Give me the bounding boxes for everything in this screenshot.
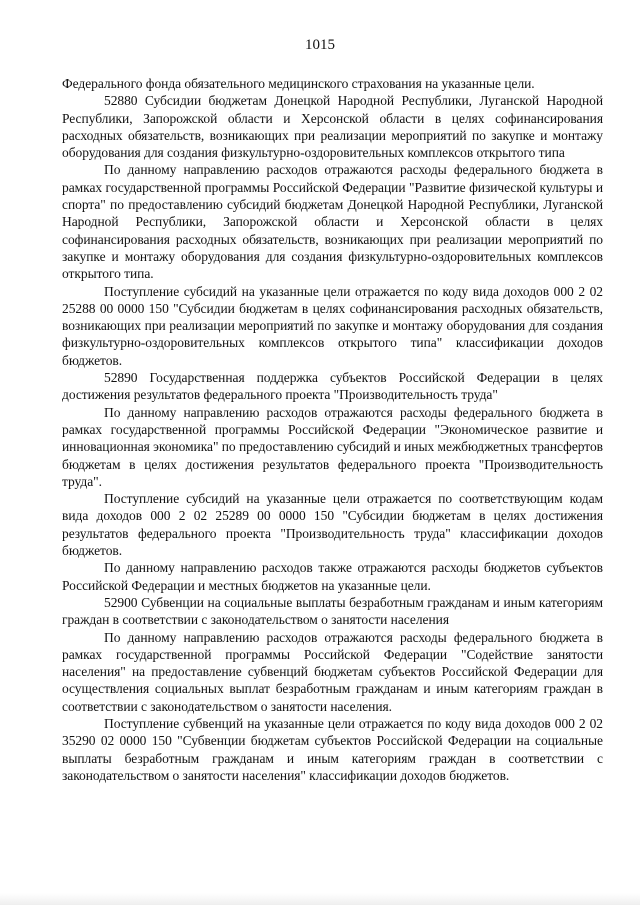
- paragraph: По данному направлению расходов также отражаются расходы бюджетов субъектов Российской Федерации и местных бюджетов на указанные цели.: [62, 560, 603, 593]
- paragraph-heading-52890: 52890 Государственная поддержка субъектов Российской Федерации в целях достижения результатов федерального проекта "Производительность труда": [62, 370, 603, 403]
- paragraph: Поступление субсидий на указанные цели отражается по коду вида доходов 000 2 02 25288 00 0000 150 "Субсидии бюджетам в целях софинансирования расходных обязательств, возникающих при реализации мероприятий по закупке и монтажу оборудования для создания физкультурно-оздоровительных комплексов открытого типа" классификации доходов бюджетов.: [62, 283, 603, 368]
- document-body: [62, 75, 603, 784]
- page-number: 1015: [305, 37, 335, 53]
- paragraph: По данному направлению расходов отражаются расходы федерального бюджета в рамках государственной программы Российской Федерации "Экономическое развитие и инновационная экономика" по предоставлению субсидий и иных межбюджетных трансфертов бюджетам в целях достижения результатов федерального проекта "Производительность труда".: [62, 404, 603, 489]
- paragraph-continuation: Федерального фонда обязательного медицинского страхования на указанные цели.: [62, 76, 535, 91]
- paragraph-heading-52900: 52900 Субвенции на социальные выплаты безработным гражданам и иным категориям граждан в соответствии с законодательством о занятости населения: [62, 594, 603, 628]
- paragraph: Поступление субвенций на указанные цели отражается по коду вида доходов 000 2 02 35290 02 0000 150 "Субвенции бюджетам субъектов Российской Федерации на социальные выплаты безработным гражданам и иным категориям граждан в соответствии с законодательством о занятости населения" классификации доходов бюджетов.: [62, 715, 603, 783]
- paragraph: По данному направлению расходов отражаются расходы федерального бюджета в рамках государственной программы Российской Федерации "Содействие занятости населения" на предоставление субвенций бюджетам субъектов Российской Федерации для осуществления социальных выплат безработным гражданам и иным категориям граждан в соответствии с законодательством о занятости населения.: [62, 629, 603, 714]
- paragraph-heading-52880: 52880 Субсидии бюджетам Донецкой Народной Республики, Луганской Народной Республики, Запорожской области и Херсонской области в целях софинансирования расходных обязательств, возникающих при реализации мероприятий по закупке и монтажу оборудования для создания физкультурно-оздоровительных комплексов открытого типа: [62, 93, 603, 161]
- scan-edge-shadow: [0, 893, 640, 905]
- paragraph: Поступление субсидий на указанные цели отражается по соответствующим кодам вида доходов 000 2 02 25289 00 0000 150 "Субсидии бюджетам в целях достижения результатов федерального проекта "Производительность труда" классификации доходов бюджетов.: [62, 491, 603, 559]
- paragraph: По данному направлению расходов отражаются расходы федерального бюджета в рамках государственной программы Российской Федерации "Развитие физической культуры и спорта" по предоставлению субсидий бюджетам Донецкой Народной Республики, Луганской Народной Республики, Запорожской области и Херсонской области в целях софинансирования расходных обязательств, возникающих при реализации мероприятий по закупке и монтажу оборудования для создания физкультурно-оздоровительных комплексов открытого типа.: [62, 162, 603, 282]
